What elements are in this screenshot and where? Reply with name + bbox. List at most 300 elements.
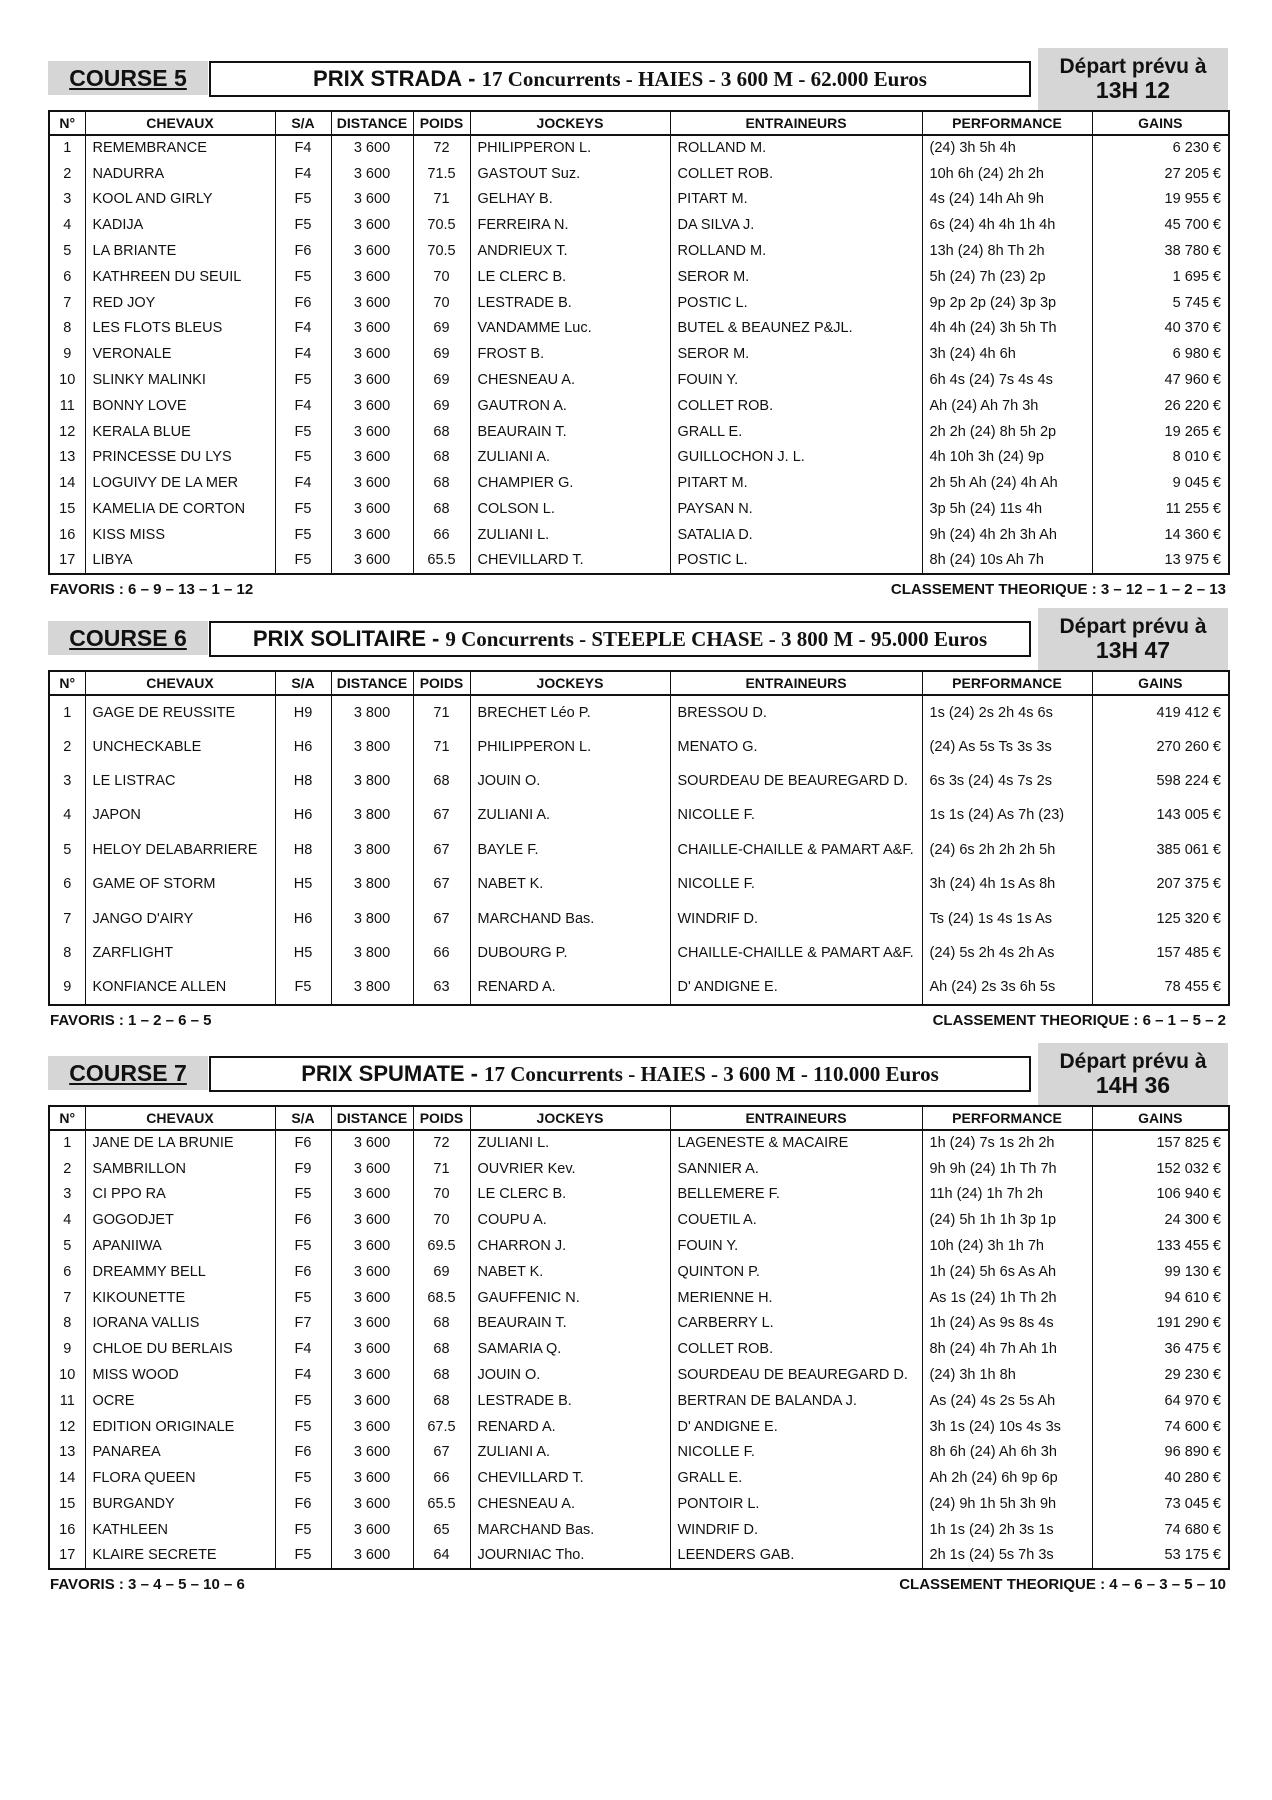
sex-age-cell: F6 bbox=[275, 290, 331, 316]
jockey-cell: ZULIANI A. bbox=[470, 798, 670, 832]
horse-name-cell: KAMELIA DE CORTON bbox=[85, 496, 275, 522]
table-row bbox=[49, 212, 1229, 238]
distance-cell: 3 800 bbox=[331, 901, 413, 935]
earnings-cell: 26 220 € bbox=[1092, 393, 1229, 419]
runner-number-cell: 16 bbox=[59, 1521, 76, 1538]
runner-number-cell: 16 bbox=[59, 526, 76, 543]
horse-name-cell: APANIIWA bbox=[85, 1233, 275, 1259]
sex-age-cell: F5 bbox=[275, 1517, 331, 1543]
sex-age-cell: F4 bbox=[275, 341, 331, 367]
course-header bbox=[48, 1043, 1228, 1105]
trainer-cell: ROLLAND M. bbox=[670, 238, 922, 264]
table-row bbox=[49, 901, 1229, 935]
distance-cell: 3 600 bbox=[331, 470, 413, 496]
distance-cell: 3 800 bbox=[331, 764, 413, 798]
runner-number-cell: 12 bbox=[59, 423, 76, 440]
performance-cell: 8h 6h (24) Ah 6h 3h bbox=[922, 1440, 1092, 1466]
course-7-section bbox=[48, 1043, 1228, 1593]
runner-number-cell: 11 bbox=[59, 397, 75, 414]
performance-cell: 4h 10h 3h (24) 9p bbox=[922, 445, 1092, 471]
race-separator: - bbox=[432, 626, 440, 651]
table-row bbox=[49, 798, 1229, 832]
runner-number-cell: 4 bbox=[63, 807, 72, 824]
earnings-cell: 38 780 € bbox=[1092, 238, 1229, 264]
course-footer bbox=[48, 1576, 1228, 1593]
weight-cell: 68 bbox=[413, 1362, 470, 1388]
favorites-line: FAVORIS : 1 – 2 – 6 – 5 bbox=[50, 1011, 212, 1029]
table-row bbox=[49, 1491, 1229, 1517]
runner-number-cell: 6 bbox=[63, 268, 72, 285]
sex-age-cell: F5 bbox=[275, 445, 331, 471]
departure-label: Départ prévu à bbox=[1059, 614, 1207, 638]
runner-number-cell: 15 bbox=[59, 501, 76, 518]
runner-number-cell: 9 bbox=[63, 1341, 72, 1358]
horse-name-cell: JANE DE LA BRUNIE bbox=[85, 1130, 275, 1156]
horse-name-cell: KOOL AND GIRLY bbox=[85, 187, 275, 213]
sex-age-cell: F5 bbox=[275, 496, 331, 522]
horse-name-cell: HELOY DELABARRIERE bbox=[85, 833, 275, 867]
weight-cell: 67 bbox=[413, 798, 470, 832]
column-header-horse-name: CHEVAUX bbox=[85, 111, 275, 135]
trainer-cell: SEROR M. bbox=[670, 341, 922, 367]
jockey-cell: DUBOURG P. bbox=[470, 936, 670, 970]
sex-age-cell: F5 bbox=[275, 1414, 331, 1440]
runner-number-cell: 5 bbox=[63, 1238, 72, 1255]
horse-name-cell: KIKOUNETTE bbox=[85, 1285, 275, 1311]
table-row bbox=[49, 290, 1229, 316]
horse-name-cell: KADIJA bbox=[85, 212, 275, 238]
runner-number-cell: 17 bbox=[59, 552, 76, 569]
table-row bbox=[49, 161, 1229, 187]
jockey-cell: NABET K. bbox=[470, 867, 670, 901]
horse-name-cell: GOGODJET bbox=[85, 1207, 275, 1233]
performance-cell: 4h 4h (24) 3h 5h Th bbox=[922, 316, 1092, 342]
performance-cell: 1h 1s (24) 2h 3s 1s bbox=[922, 1517, 1092, 1543]
departure-box bbox=[1038, 1043, 1228, 1105]
distance-cell: 3 600 bbox=[331, 290, 413, 316]
table-row bbox=[49, 1414, 1229, 1440]
distance-cell: 3 800 bbox=[331, 833, 413, 867]
weight-cell: 68 bbox=[413, 496, 470, 522]
horse-name-cell: PRINCESSE DU LYS bbox=[85, 445, 275, 471]
distance-cell: 3 600 bbox=[331, 1285, 413, 1311]
table-row bbox=[49, 729, 1229, 763]
performance-cell: 13h (24) 8h Th 2h bbox=[922, 238, 1092, 264]
runner-number-cell: 15 bbox=[59, 1496, 76, 1513]
trainer-cell: MENATO G. bbox=[670, 729, 922, 763]
weight-cell: 67 bbox=[413, 901, 470, 935]
distance-cell: 3 600 bbox=[331, 1259, 413, 1285]
sex-age-cell: F5 bbox=[275, 264, 331, 290]
race-details: 17 Concurrents - HAIES - 3 600 M - 62.000 Euros bbox=[481, 66, 927, 91]
horse-name-cell: LA BRIANTE bbox=[85, 238, 275, 264]
weight-cell: 72 bbox=[413, 1130, 470, 1156]
weight-cell: 72 bbox=[413, 135, 470, 161]
sex-age-cell: F5 bbox=[275, 1285, 331, 1311]
sex-age-cell: F5 bbox=[275, 1388, 331, 1414]
course-number: COURSE 7 bbox=[69, 1059, 187, 1086]
horse-name-cell: LIBYA bbox=[85, 548, 275, 574]
trainer-cell: PITART M. bbox=[670, 470, 922, 496]
course-5-section bbox=[48, 48, 1228, 598]
trainer-cell: COLLET ROB. bbox=[670, 1336, 922, 1362]
weight-cell: 63 bbox=[413, 970, 470, 1004]
performance-cell: 6h 4s (24) 7s 4s 4s bbox=[922, 367, 1092, 393]
distance-cell: 3 600 bbox=[331, 1311, 413, 1337]
distance-cell: 3 600 bbox=[331, 1543, 413, 1569]
distance-cell: 3 600 bbox=[331, 1414, 413, 1440]
table-row bbox=[49, 1130, 1229, 1156]
performance-cell: (24) 3h 5h 4h bbox=[922, 135, 1092, 161]
distance-cell: 3 600 bbox=[331, 393, 413, 419]
weight-cell: 69 bbox=[413, 393, 470, 419]
jockey-cell: CHEVILLARD T. bbox=[470, 548, 670, 574]
table-row bbox=[49, 1207, 1229, 1233]
column-header-performance: PERFORMANCE bbox=[922, 1106, 1092, 1130]
sex-age-cell: F4 bbox=[275, 470, 331, 496]
performance-cell: 1h (24) 5h 6s As Ah bbox=[922, 1259, 1092, 1285]
runner-number-cell: 1 bbox=[63, 140, 72, 157]
favorites-line: FAVORIS : 6 – 9 – 13 – 1 – 12 bbox=[50, 580, 254, 598]
earnings-cell: 270 260 € bbox=[1092, 729, 1229, 763]
earnings-cell: 125 320 € bbox=[1092, 901, 1229, 935]
jockey-cell: PHILIPPERON L. bbox=[470, 135, 670, 161]
horse-name-cell: LES FLOTS BLEUS bbox=[85, 316, 275, 342]
trainer-cell: GRALL E. bbox=[670, 419, 922, 445]
runner-number-cell: 8 bbox=[63, 1315, 72, 1332]
table-row bbox=[49, 548, 1229, 574]
horse-name-cell: MISS WOOD bbox=[85, 1362, 275, 1388]
earnings-cell: 13 975 € bbox=[1092, 548, 1229, 574]
earnings-cell: 419 412 € bbox=[1092, 695, 1229, 729]
weight-cell: 67 bbox=[413, 1440, 470, 1466]
runner-number-cell: 13 bbox=[59, 449, 76, 466]
trainer-cell: BELLEMERE F. bbox=[670, 1182, 922, 1208]
runner-number-cell: 7 bbox=[63, 1289, 72, 1306]
jockey-cell: COLSON L. bbox=[470, 496, 670, 522]
earnings-cell: 157 485 € bbox=[1092, 936, 1229, 970]
runner-number-cell: 3 bbox=[63, 772, 72, 789]
earnings-cell: 94 610 € bbox=[1092, 1285, 1229, 1311]
sex-age-cell: F5 bbox=[275, 1543, 331, 1569]
table-row bbox=[49, 1440, 1229, 1466]
table-row bbox=[49, 367, 1229, 393]
trainer-cell: D' ANDIGNE E. bbox=[670, 970, 922, 1004]
distance-cell: 3 600 bbox=[331, 1517, 413, 1543]
distance-cell: 3 600 bbox=[331, 1491, 413, 1517]
column-header-horse-name: CHEVAUX bbox=[85, 671, 275, 695]
trainer-cell: LEENDERS GAB. bbox=[670, 1543, 922, 1569]
jockey-cell: CHESNEAU A. bbox=[470, 367, 670, 393]
table-row bbox=[49, 1233, 1229, 1259]
trainer-cell: POSTIC L. bbox=[670, 548, 922, 574]
performance-cell: 1h (24) As 9s 8s 4s bbox=[922, 1311, 1092, 1337]
performance-cell: 8h (24) 10s Ah 7h bbox=[922, 548, 1092, 574]
performance-cell: (24) 6s 2h 2h 2h 5h bbox=[922, 833, 1092, 867]
table-row bbox=[49, 496, 1229, 522]
trainer-cell: PITART M. bbox=[670, 187, 922, 213]
earnings-cell: 40 370 € bbox=[1092, 316, 1229, 342]
distance-cell: 3 600 bbox=[331, 548, 413, 574]
jockey-cell: CHESNEAU A. bbox=[470, 1491, 670, 1517]
departure-label: Départ prévu à bbox=[1059, 1049, 1207, 1073]
distance-cell: 3 800 bbox=[331, 729, 413, 763]
table-row bbox=[49, 419, 1229, 445]
runner-number-cell: 4 bbox=[63, 217, 72, 234]
sex-age-cell: F5 bbox=[275, 1465, 331, 1491]
horse-name-cell: UNCHECKABLE bbox=[85, 729, 275, 763]
distance-cell: 3 600 bbox=[331, 264, 413, 290]
performance-cell: (24) As 5s Ts 3s 3s bbox=[922, 729, 1092, 763]
jockey-cell: FROST B. bbox=[470, 341, 670, 367]
weight-cell: 71.5 bbox=[413, 161, 470, 187]
race-details: 9 Concurrents - STEEPLE CHASE - 3 800 M - 95.000 Euros bbox=[445, 626, 988, 651]
distance-cell: 3 800 bbox=[331, 798, 413, 832]
table-row bbox=[49, 393, 1229, 419]
trainer-cell: SANNIER A. bbox=[670, 1156, 922, 1182]
jockey-cell: GELHAY B. bbox=[470, 187, 670, 213]
table-row bbox=[49, 936, 1229, 970]
jockey-cell: ZULIANI A. bbox=[470, 445, 670, 471]
column-header-performance: PERFORMANCE bbox=[922, 111, 1092, 135]
table-row bbox=[49, 867, 1229, 901]
distance-cell: 3 800 bbox=[331, 936, 413, 970]
weight-cell: 69 bbox=[413, 1259, 470, 1285]
jockey-cell: LESTRADE B. bbox=[470, 1388, 670, 1414]
trainer-cell: COLLET ROB. bbox=[670, 393, 922, 419]
race-name: PRIX SOLITAIRE bbox=[252, 626, 427, 651]
performance-cell: Ah (24) 2s 3s 6h 5s bbox=[922, 970, 1092, 1004]
table-row bbox=[49, 341, 1229, 367]
race-name: PRIX STRADA bbox=[313, 66, 463, 91]
sex-age-cell: F6 bbox=[275, 238, 331, 264]
weight-cell: 69.5 bbox=[413, 1233, 470, 1259]
sex-age-cell: F4 bbox=[275, 393, 331, 419]
table-header-row bbox=[49, 1106, 1229, 1130]
runners-table bbox=[48, 1105, 1230, 1570]
jockey-cell: BAYLE F. bbox=[470, 833, 670, 867]
jockey-cell: COUPU A. bbox=[470, 1207, 670, 1233]
horse-name-cell: NADURRA bbox=[85, 161, 275, 187]
sex-age-cell: H6 bbox=[275, 798, 331, 832]
sex-age-cell: F4 bbox=[275, 316, 331, 342]
performance-cell: 10h (24) 3h 1h 7h bbox=[922, 1233, 1092, 1259]
jockey-cell: MARCHAND Bas. bbox=[470, 1517, 670, 1543]
sex-age-cell: F5 bbox=[275, 187, 331, 213]
column-header-sex-age: S/A bbox=[275, 671, 331, 695]
horse-name-cell: BONNY LOVE bbox=[85, 393, 275, 419]
race-name: PRIX SPUMATE bbox=[301, 1061, 465, 1086]
weight-cell: 70 bbox=[413, 1182, 470, 1208]
jockey-cell: GASTOUT Suz. bbox=[470, 161, 670, 187]
column-header-performance: PERFORMANCE bbox=[922, 671, 1092, 695]
sex-age-cell: F4 bbox=[275, 135, 331, 161]
runner-number-cell: 2 bbox=[63, 1160, 72, 1177]
trainer-cell: PONTOIR L. bbox=[670, 1491, 922, 1517]
weight-cell: 70 bbox=[413, 264, 470, 290]
column-header-runner-number: N° bbox=[49, 1106, 85, 1130]
sex-age-cell: F5 bbox=[275, 1233, 331, 1259]
table-row bbox=[49, 1259, 1229, 1285]
weight-cell: 68 bbox=[413, 764, 470, 798]
race-details: 17 Concurrents - HAIES - 3 600 M - 110.000 Euros bbox=[483, 1061, 939, 1086]
earnings-cell: 6 980 € bbox=[1092, 341, 1229, 367]
performance-cell: 3h (24) 4h 6h bbox=[922, 341, 1092, 367]
weight-cell: 65 bbox=[413, 1517, 470, 1543]
trainer-cell: MERIENNE H. bbox=[670, 1285, 922, 1311]
performance-cell: 2h 5h Ah (24) 4h Ah bbox=[922, 470, 1092, 496]
weight-cell: 70.5 bbox=[413, 212, 470, 238]
runner-number-cell: 1 bbox=[63, 704, 72, 721]
earnings-cell: 9 045 € bbox=[1092, 470, 1229, 496]
distance-cell: 3 600 bbox=[331, 316, 413, 342]
sex-age-cell: F5 bbox=[275, 1182, 331, 1208]
weight-cell: 65.5 bbox=[413, 1491, 470, 1517]
table-row bbox=[49, 1362, 1229, 1388]
earnings-cell: 27 205 € bbox=[1092, 161, 1229, 187]
weight-cell: 71 bbox=[413, 729, 470, 763]
earnings-cell: 133 455 € bbox=[1092, 1233, 1229, 1259]
weight-cell: 65.5 bbox=[413, 548, 470, 574]
sex-age-cell: F9 bbox=[275, 1156, 331, 1182]
horse-name-cell: FLORA QUEEN bbox=[85, 1465, 275, 1491]
jockey-cell: BRECHET Léo P. bbox=[470, 695, 670, 729]
column-header-distance: DISTANCE bbox=[331, 111, 413, 135]
race-title-box bbox=[209, 621, 1031, 657]
performance-cell: 1h (24) 7s 1s 2h 2h bbox=[922, 1130, 1092, 1156]
column-header-sex-age: S/A bbox=[275, 1106, 331, 1130]
sex-age-cell: H5 bbox=[275, 867, 331, 901]
trainer-cell: PAYSAN N. bbox=[670, 496, 922, 522]
earnings-cell: 36 475 € bbox=[1092, 1336, 1229, 1362]
trainer-cell: NICOLLE F. bbox=[670, 1440, 922, 1466]
earnings-cell: 191 290 € bbox=[1092, 1311, 1229, 1337]
horse-name-cell: GAME OF STORM bbox=[85, 867, 275, 901]
table-row bbox=[49, 470, 1229, 496]
trainer-cell: WINDRIF D. bbox=[670, 1517, 922, 1543]
performance-cell: 2h 2h (24) 8h 5h 2p bbox=[922, 419, 1092, 445]
trainer-cell: COUETIL A. bbox=[670, 1207, 922, 1233]
course-footer bbox=[48, 581, 1228, 598]
horse-name-cell: GAGE DE REUSSITE bbox=[85, 695, 275, 729]
performance-cell: (24) 9h 1h 5h 3h 9h bbox=[922, 1491, 1092, 1517]
earnings-cell: 74 600 € bbox=[1092, 1414, 1229, 1440]
distance-cell: 3 600 bbox=[331, 1388, 413, 1414]
trainer-cell: CHAILLE-CHAILLE & PAMART A&F. bbox=[670, 936, 922, 970]
trainer-cell: SOURDEAU DE BEAUREGARD D. bbox=[670, 764, 922, 798]
weight-cell: 68 bbox=[413, 1311, 470, 1337]
trainer-cell: D' ANDIGNE E. bbox=[670, 1414, 922, 1440]
trainer-cell: SATALIA D. bbox=[670, 522, 922, 548]
column-header-weight: POIDS bbox=[413, 111, 470, 135]
sex-age-cell: F5 bbox=[275, 212, 331, 238]
runner-number-cell: 12 bbox=[59, 1418, 76, 1435]
race-separator: - bbox=[468, 66, 476, 91]
trainer-cell: LAGENESTE & MACAIRE bbox=[670, 1130, 922, 1156]
weight-cell: 70 bbox=[413, 290, 470, 316]
horse-name-cell: KLAIRE SECRETE bbox=[85, 1543, 275, 1569]
horse-name-cell: LOGUIVY DE LA MER bbox=[85, 470, 275, 496]
trainer-cell: POSTIC L. bbox=[670, 290, 922, 316]
distance-cell: 3 800 bbox=[331, 867, 413, 901]
runners-table bbox=[48, 670, 1230, 1006]
earnings-cell: 78 455 € bbox=[1092, 970, 1229, 1004]
runner-number-cell: 2 bbox=[63, 165, 72, 182]
jockey-cell: LE CLERC B. bbox=[470, 264, 670, 290]
horse-name-cell: KATHREEN DU SEUIL bbox=[85, 264, 275, 290]
column-header-trainer: ENTRAINEURS bbox=[670, 111, 922, 135]
distance-cell: 3 600 bbox=[331, 496, 413, 522]
jockey-cell: BEAURAIN T. bbox=[470, 1311, 670, 1337]
table-row bbox=[49, 1182, 1229, 1208]
performance-cell: 4s (24) 14h Ah 9h bbox=[922, 187, 1092, 213]
column-header-horse-name: CHEVAUX bbox=[85, 1106, 275, 1130]
horse-name-cell: KONFIANCE ALLEN bbox=[85, 970, 275, 1004]
jockey-cell: ZULIANI A. bbox=[470, 1440, 670, 1466]
jockey-cell: SAMARIA Q. bbox=[470, 1336, 670, 1362]
distance-cell: 3 600 bbox=[331, 367, 413, 393]
trainer-cell: ROLLAND M. bbox=[670, 135, 922, 161]
earnings-cell: 53 175 € bbox=[1092, 1543, 1229, 1569]
table-row bbox=[49, 187, 1229, 213]
sex-age-cell: F6 bbox=[275, 1259, 331, 1285]
table-row bbox=[49, 316, 1229, 342]
jockey-cell: MARCHAND Bas. bbox=[470, 901, 670, 935]
performance-cell: 1s 1s (24) As 7h (23) bbox=[922, 798, 1092, 832]
weight-cell: 68 bbox=[413, 445, 470, 471]
distance-cell: 3 600 bbox=[331, 238, 413, 264]
sex-age-cell: F5 bbox=[275, 522, 331, 548]
weight-cell: 68 bbox=[413, 470, 470, 496]
distance-cell: 3 600 bbox=[331, 522, 413, 548]
horse-name-cell: EDITION ORIGINALE bbox=[85, 1414, 275, 1440]
weight-cell: 66 bbox=[413, 936, 470, 970]
distance-cell: 3 600 bbox=[331, 1156, 413, 1182]
jockey-cell: LESTRADE B. bbox=[470, 290, 670, 316]
performance-cell: 6s 3s (24) 4s 7s 2s bbox=[922, 764, 1092, 798]
weight-cell: 64 bbox=[413, 1543, 470, 1569]
column-header-earnings: GAINS bbox=[1092, 111, 1229, 135]
performance-cell: As 1s (24) 1h Th 2h bbox=[922, 1285, 1092, 1311]
runner-number-cell: 9 bbox=[63, 978, 72, 995]
trainer-cell: BUTEL & BEAUNEZ P&JL. bbox=[670, 316, 922, 342]
horse-name-cell: ZARFLIGHT bbox=[85, 936, 275, 970]
column-header-weight: POIDS bbox=[413, 671, 470, 695]
distance-cell: 3 600 bbox=[331, 445, 413, 471]
jockey-cell: FERREIRA N. bbox=[470, 212, 670, 238]
horse-name-cell: KATHLEEN bbox=[85, 1517, 275, 1543]
table-row bbox=[49, 833, 1229, 867]
performance-cell: 11h (24) 1h 7h 2h bbox=[922, 1182, 1092, 1208]
earnings-cell: 96 890 € bbox=[1092, 1440, 1229, 1466]
departure-box bbox=[1038, 608, 1228, 670]
trainer-cell: NICOLLE F. bbox=[670, 867, 922, 901]
weight-cell: 71 bbox=[413, 187, 470, 213]
runner-number-cell: 14 bbox=[59, 475, 76, 492]
runner-number-cell: 10 bbox=[59, 372, 76, 389]
earnings-cell: 8 010 € bbox=[1092, 445, 1229, 471]
table-row bbox=[49, 1543, 1229, 1569]
favorites-line: FAVORIS : 3 – 4 – 5 – 10 – 6 bbox=[50, 1575, 245, 1593]
column-header-jockey: JOCKEYS bbox=[470, 1106, 670, 1130]
performance-cell: Ah (24) Ah 7h 3h bbox=[922, 393, 1092, 419]
weight-cell: 66 bbox=[413, 1465, 470, 1491]
weight-cell: 68 bbox=[413, 419, 470, 445]
trainer-cell: CARBERRY L. bbox=[670, 1311, 922, 1337]
horse-name-cell: JAPON bbox=[85, 798, 275, 832]
runner-number-cell: 5 bbox=[63, 243, 72, 260]
trainer-cell: FOUIN Y. bbox=[670, 1233, 922, 1259]
